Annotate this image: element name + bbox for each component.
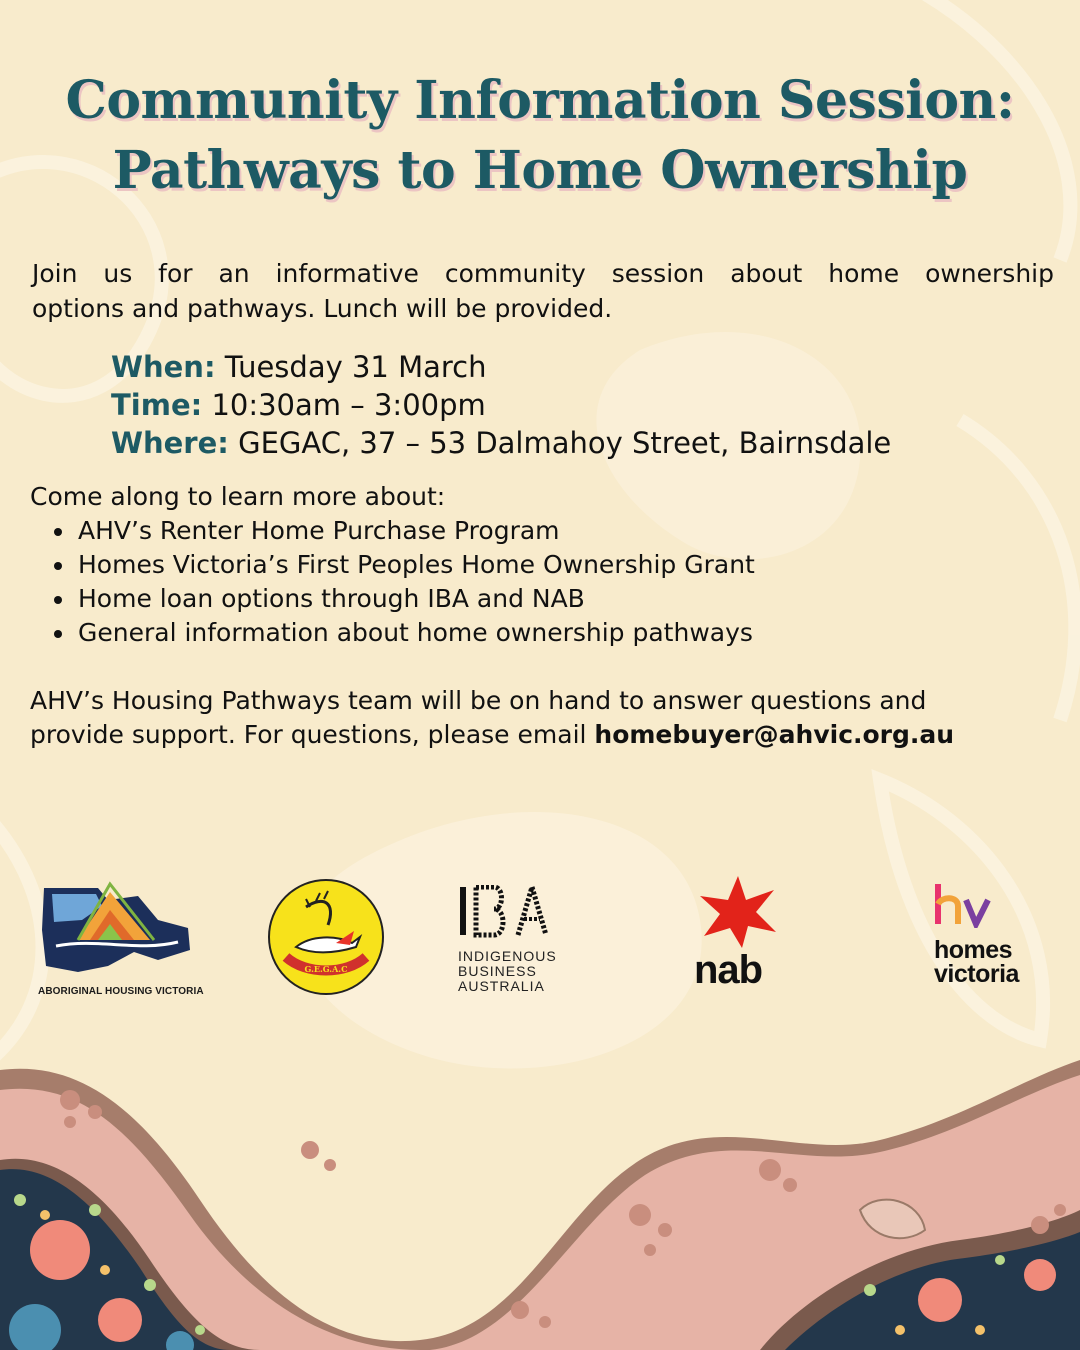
where-label: Where: [111, 426, 229, 460]
time-row [111, 386, 891, 424]
time-label: Time: [111, 388, 203, 422]
nab-wordmark: nab [694, 948, 763, 992]
title-line-2: Pathways to Home Ownership [112, 140, 968, 201]
hv-wordmark [934, 938, 1044, 986]
homes-victoria-logo [934, 884, 1044, 994]
closing-line-2 [30, 718, 1060, 752]
closing-paragraph [30, 684, 1060, 752]
gegac-logo [266, 877, 388, 999]
time-value: 10:30am – 3:00pm [211, 388, 486, 422]
closing-line-2-text: provide support. For questions, please email [30, 720, 595, 749]
learn-heading: Come along to learn more about: [30, 482, 446, 511]
iba-dotted-mark-icon [458, 885, 558, 939]
nab-star-icon [698, 876, 778, 948]
intro-line-2: options and pathways. Lunch will be provided. [32, 294, 613, 323]
nab-logo [694, 876, 784, 996]
when-value: Tuesday 31 March [224, 350, 487, 384]
when-label: When: [111, 350, 216, 384]
ahv-logo-text: ABORIGINAL HOUSING VICTORIA [38, 986, 204, 997]
hv-wordmark-line-1: homes [934, 936, 1013, 964]
list-item: General information about home ownership pathways [50, 616, 755, 650]
iba-text [458, 949, 568, 994]
gegac-emblem-icon [266, 877, 386, 997]
ahv-emblem-icon [38, 880, 198, 978]
event-details [111, 348, 891, 462]
gegac-text: G.E.G.A.C [304, 964, 348, 974]
where-row [111, 424, 891, 462]
title-line-1: Community Information Session: [65, 70, 1015, 131]
intro-paragraph [32, 256, 1054, 326]
iba-text-line-3: AUSTRALIA [458, 978, 545, 994]
list-item: Homes Victoria’s First Peoples Home Ownership Grant [50, 548, 755, 582]
hv-wordmark-line-2: victoria [934, 960, 1019, 988]
ahv-logo [38, 880, 203, 1000]
hv-mark-icon [934, 884, 994, 928]
iba-text-line-1: INDIGENOUS [458, 948, 557, 964]
learn-list [50, 514, 755, 650]
contact-email-link[interactable]: homebuyer@ahvic.org.au [594, 720, 955, 749]
list-item: Home loan options through IBA and NAB [50, 582, 755, 616]
where-value: GEGAC, 37 – 53 Dalmahoy Street, Bairnsdale [238, 426, 892, 460]
learn-section [30, 480, 755, 650]
intro-line-1: Join us for an informative community session about home ownership [32, 259, 1054, 288]
iba-logo [458, 885, 568, 995]
closing-line-1: AHV’s Housing Pathways team will be on hand to answer questions and [30, 686, 927, 715]
list-item: AHV’s Renter Home Purchase Program [50, 514, 755, 548]
when-row [111, 348, 891, 386]
iba-text-line-2: BUSINESS [458, 963, 537, 979]
